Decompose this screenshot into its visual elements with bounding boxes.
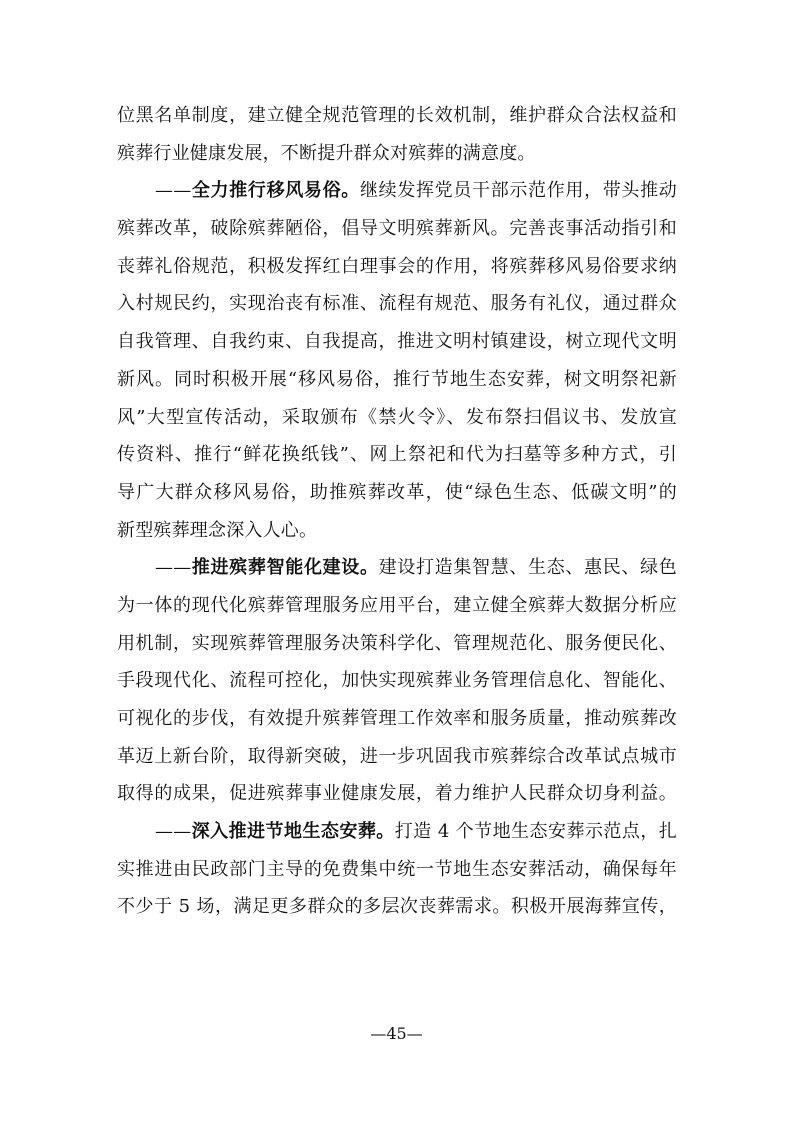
section-heading-line: ——深入推进节地生态安葬。打造 4 个节地生态安葬示范点，扎 bbox=[155, 821, 677, 843]
text-line: 风”大型宣传活动，采取颁布《禁火令》、发布祭扫倡议书、发放宣 bbox=[117, 406, 677, 428]
text-line: 革迈上新台阶，取得新突破，进一步巩固我市殡葬综合改革试点城市 bbox=[117, 745, 677, 767]
text-line: 丧葬礼俗规范，积极发挥红白理事会的作用，将殡葬移风易俗要求纳 bbox=[117, 255, 677, 277]
section-heading-line: ——全力推行移风易俗。继续发挥党员干部示范作用，带头推动 bbox=[155, 180, 677, 202]
text-line: 位黑名单制度，建立健全规范管理的长效机制，维护群众合法权益和 bbox=[117, 105, 677, 126]
section-heading: 深入推进节地生态安葬。 bbox=[191, 821, 395, 843]
page-number: —45— bbox=[370, 1024, 423, 1043]
text-line: 不少于 5 场，满足更多群众的多层次丧葬需求。积极开展海葬宣传， bbox=[117, 896, 677, 918]
section-heading: 全力推行移风易俗。 bbox=[191, 180, 360, 202]
text-line: 导广大群众移风易俗，助推殡葬改革，使“绿色生态、低碳文明”的 bbox=[117, 481, 677, 503]
text-line: 入村规民约，实现治丧有标准、流程有规范、服务有礼仪，通过群众 bbox=[117, 293, 677, 315]
text-line: 新型殡葬理念深入人心。 bbox=[117, 519, 318, 541]
text-line: 用机制，实现殡葬管理服务决策科学化、管理规范化、服务便民化、 bbox=[117, 632, 677, 654]
text-line: 殡葬改革，破除殡葬陋俗，倡导文明殡葬新风。完善丧事活动指引和 bbox=[117, 218, 677, 240]
text-line: 殡葬行业健康发展，不断提升群众对殡葬的满意度。 bbox=[117, 142, 536, 164]
text-line: 为一体的现代化殡葬管理服务应用平台，建立健全殡葬大数据分析应 bbox=[117, 594, 677, 616]
section-heading: 推进殡葬智能化建设。 bbox=[191, 557, 379, 579]
text-line: 可视化的步伐，有效提升殡葬管理工作效率和服务质量，推动殡葬改 bbox=[117, 708, 677, 729]
document-body bbox=[117, 97, 677, 926]
text-line: 传资料、推行“鲜花换纸钱”、网上祭祀和代为扫墓等多种方式，引 bbox=[117, 444, 677, 466]
text-line: 实推进由民政部门主导的免费集中统一节地生态安葬活动，确保每年 bbox=[117, 858, 677, 880]
section-heading-line: ——推进殡葬智能化建设。建设打造集智慧、生态、惠民、绿色 bbox=[155, 557, 677, 579]
text-line: 自我管理、自我约束、自我提高，推进文明村镇建设，树立现代文明 bbox=[117, 331, 677, 353]
text-line: 取得的成果，促进殡葬事业健康发展，着力维护人民群众切身利益。 bbox=[117, 783, 677, 805]
text-line: 新风。同时积极开展“移风易俗，推行节地生态安葬，树文明祭祀新 bbox=[117, 368, 677, 390]
text-line: 手段现代化、流程可控化，加快实现殡葬业务管理信息化、智能化、 bbox=[117, 670, 677, 692]
